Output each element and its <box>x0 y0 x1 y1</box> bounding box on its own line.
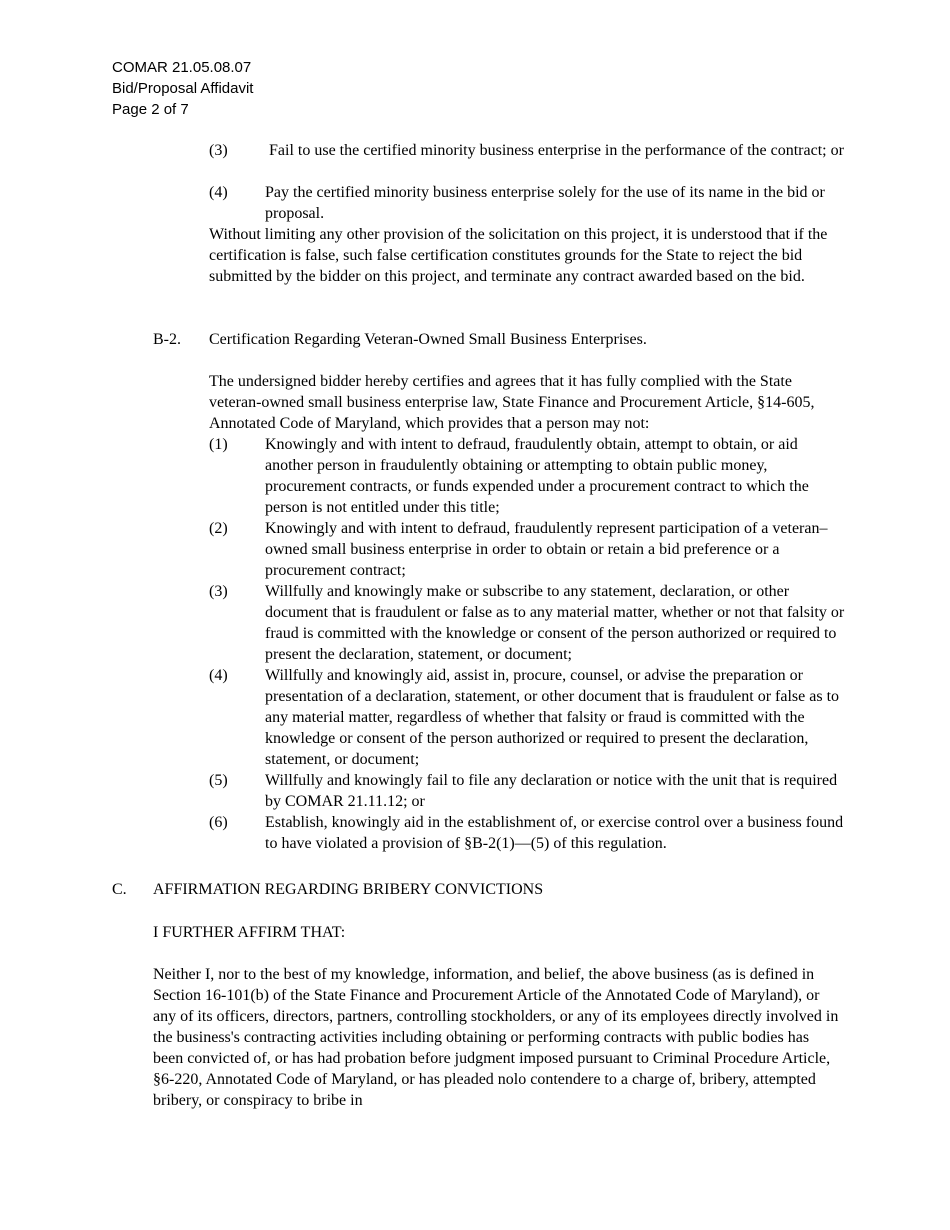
item-text: Establish, knowingly aid in the establishment of, or exercise control over a business found to have violated a provision of §B-2(1)—(5) of this regulation. <box>265 814 844 852</box>
section-c-subheading: I FURTHER AFFIRM THAT: <box>153 924 346 941</box>
page-number: Page 2 of 7 <box>112 101 189 118</box>
item-text: Knowingly and with intent to defraud, fraudulently represent participation of a veteran–owned small business enterprise in order to obtain or retain a bid preference or a procurement contract; <box>265 520 828 579</box>
item-number: (4) <box>209 667 228 684</box>
item-text: Willfully and knowingly make or subscribe to any statement, declaration, or other document that is fraudulent or false as to any material matter, whether or not that falsity or fraud is committed with the knowledge or consent of the person authorized or required to present the declaration, statement, or document; <box>265 583 845 663</box>
item-text: Pay the certified minority business enterprise solely for the use of its name in the bid or proposal. <box>265 184 825 222</box>
item-number: (3) <box>209 583 228 600</box>
item-text: Fail to use the certified minority business enterprise in the performance of the contract; or <box>265 142 844 159</box>
list-item <box>209 812 849 854</box>
closing-paragraph: Without limiting any other provision of the solicitation on this project, it is understood that if the certification is false, such false certification constitutes grounds for the State to reject the bid submitted by the bidder on this project, and terminate any contract awarded based on the bid. <box>209 226 828 285</box>
item-text: Knowingly and with intent to defraud, fraudulently obtain, attempt to obtain, or aid another person in fraudulently obtaining or attempting to obtain public money, procurement contracts, or funds expended under a procurement contract to which the person is not entitled under this title; <box>265 436 809 516</box>
page-header <box>112 57 253 120</box>
list-item <box>209 434 849 518</box>
item-number: (5) <box>209 772 228 789</box>
item-text: Willfully and knowingly fail to file any declaration or notice with the unit that is required by COMAR 21.11.12; or <box>265 772 838 810</box>
item-number: (3) <box>209 142 228 159</box>
section-c-label: C. <box>112 881 127 898</box>
section-b2-label: B-2. <box>153 331 181 348</box>
section-c-title: AFFIRMATION REGARDING BRIBERY CONVICTIONS <box>153 881 544 898</box>
list-item <box>209 182 849 224</box>
item-number: (1) <box>209 436 228 453</box>
list-item <box>209 665 849 770</box>
list-item <box>209 518 849 581</box>
list-item <box>209 770 849 812</box>
regulation-code: COMAR 21.05.08.07 <box>112 59 252 76</box>
list-item <box>209 140 849 161</box>
item-number: (6) <box>209 814 228 831</box>
form-title: Bid/Proposal Affidavit <box>112 80 254 97</box>
section-b2-title: Certification Regarding Veteran-Owned Small Business Enterprises. <box>209 331 647 348</box>
section-c-body: Neither I, nor to the best of my knowledge, information, and belief, the above business (as is defined in Section 16-101(b) of the State Finance and Procurement Article of the Annotated Code of Maryland), or any of its officers, directors, partners, controlling stockholders, or any of its employees directly involved in the business's contracting activities including obtaining or performing contracts with public bodies has been convicted of, or has had probation before judgment imposed pursuant to Criminal Procedure Article, §6-220, Annotated Code of Maryland, or has pleaded nolo contendere to a charge of, bribery, attempted bribery, or conspiracy to bribe in <box>153 966 839 1109</box>
item-number: (2) <box>209 520 228 537</box>
section-b2-intro: The undersigned bidder hereby certifies and agrees that it has fully complied with the State veteran-owned small business enterprise law, State Finance and Procurement Article, §14-605, Annotated Code of Maryland, which provides that a person may not: <box>209 373 815 432</box>
item-text: Willfully and knowingly aid, assist in, procure, counsel, or advise the preparation or presentation of a declaration, statement, or other document that is fraudulent or false as to any material matter, regardless of whether that falsity or fraud is committed with the knowledge or consent of the person authorized or required to present the declaration, statement, or document; <box>265 667 840 768</box>
list-item <box>209 581 849 665</box>
item-number: (4) <box>209 184 228 201</box>
